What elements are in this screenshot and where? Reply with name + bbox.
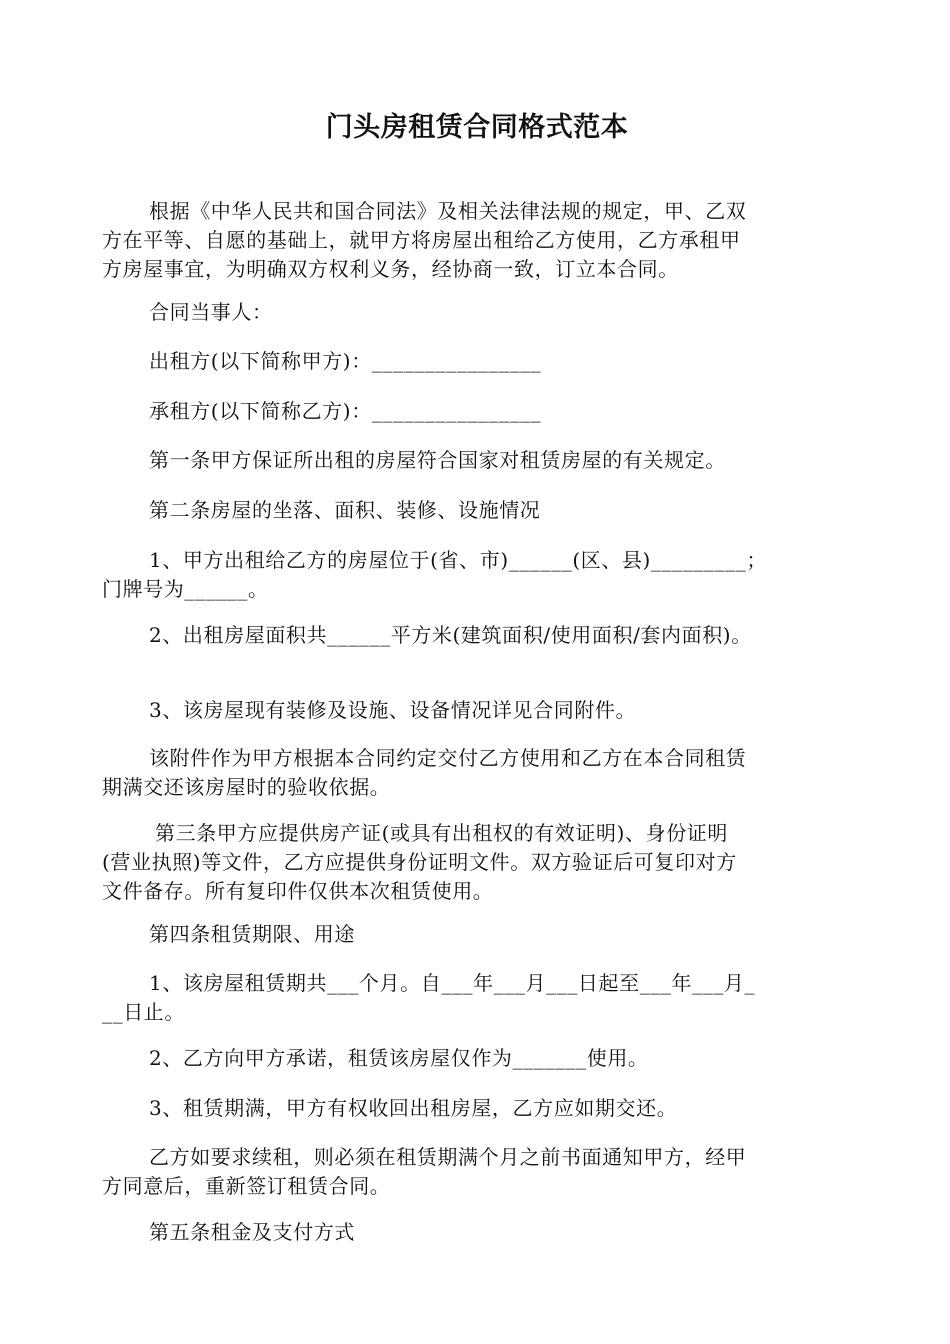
text-line: 2、出租房屋面积共______平方米(建筑面积/使用面积/套内面积)。: [149, 623, 752, 647]
paragraph-article-2: [102, 496, 857, 525]
text-line: 期满交还该房屋时的验收依据。: [102, 775, 391, 799]
text-line: 方同意后，重新签订租赁合同。: [102, 1174, 391, 1198]
text-line: (营业执照)等文件，乙方应提供身份证明文件。双方验证后可复印对方: [102, 850, 737, 874]
text-line: 出租方(以下简称甲方)：________________: [149, 349, 542, 373]
paragraph-article-2-item-1: [102, 546, 857, 604]
text-line: 方在平等、自愿的基础上，就甲方将房屋出租给乙方使用，乙方承租甲: [102, 228, 741, 252]
document-page: [102, 0, 852, 1344]
text-line: 1、该房屋租赁期共___个月。自___年___月___日起至___年___月_: [149, 971, 756, 995]
text-line: 2、乙方向甲方承诺，租赁该房屋仅作为_______使用。: [149, 1046, 649, 1070]
document-title: 门头房租赁合同格式范本: [325, 112, 629, 143]
paragraph-article-4-item-2: [102, 1044, 857, 1073]
paragraph-article-2-item-3: [102, 696, 857, 725]
text-line: 第二条房屋的坐落、面积、装修、设施情况: [149, 498, 541, 522]
paragraph-preamble: [102, 197, 857, 284]
text-line: 文件备存。所有复印件仅供本次租赁使用。: [102, 879, 494, 903]
text-line: 承租方(以下简称乙方)：________________: [149, 399, 542, 423]
paragraph-article-4-item-1: [102, 969, 857, 1027]
paragraph-article-2-item-2: [102, 621, 857, 650]
paragraph-article-4-item-3: [102, 1094, 857, 1123]
text-line: 3、该房屋现有装修及设施、设备情况详见合同附件。: [149, 698, 637, 722]
text-line: 方房屋事宜，为明确双方权利义务，经协商一致，订立本合同。: [102, 257, 679, 281]
text-line: 第四条租赁期限、用途: [149, 922, 355, 946]
text-line: 乙方如要求续租，则必须在租赁期满个月之前书面通知甲方，经甲: [149, 1145, 747, 1169]
paragraph-lessee: [102, 397, 857, 426]
text-line: __日止。: [102, 1000, 185, 1024]
text-line: 合同当事人：: [149, 300, 273, 324]
paragraph-article-5: [102, 1218, 857, 1247]
text-line: 第三条甲方应提供房产证(或具有出租权的有效证明)、身份证明: [155, 821, 729, 845]
text-line: 1、甲方出租给乙方的房屋位于(省、市)______(区、县)_________；: [149, 548, 767, 572]
paragraph-article-4-renewal: [102, 1143, 857, 1201]
text-line: 根据《中华人民共和国合同法》及相关法律法规的规定，甲、乙双: [149, 199, 747, 223]
paragraph-article-2-annex: [102, 744, 857, 802]
text-line: 第一条甲方保证所出租的房屋符合国家对租赁房屋的有关规定。: [149, 448, 726, 472]
paragraph-article-4: [102, 920, 857, 949]
text-line: 门牌号为______。: [102, 577, 269, 601]
text-line: 3、租赁期满，甲方有权收回出租房屋，乙方应如期交还。: [149, 1096, 678, 1120]
paragraph-article-1: [102, 446, 857, 475]
text-line: 该附件作为甲方根据本合同约定交付乙方使用和乙方在本合同租赁: [149, 746, 747, 770]
paragraph-parties-heading: [102, 298, 857, 327]
paragraph-article-3: [102, 819, 857, 906]
text-line: 第五条租金及支付方式: [149, 1220, 355, 1244]
paragraph-lessor: [102, 347, 857, 376]
